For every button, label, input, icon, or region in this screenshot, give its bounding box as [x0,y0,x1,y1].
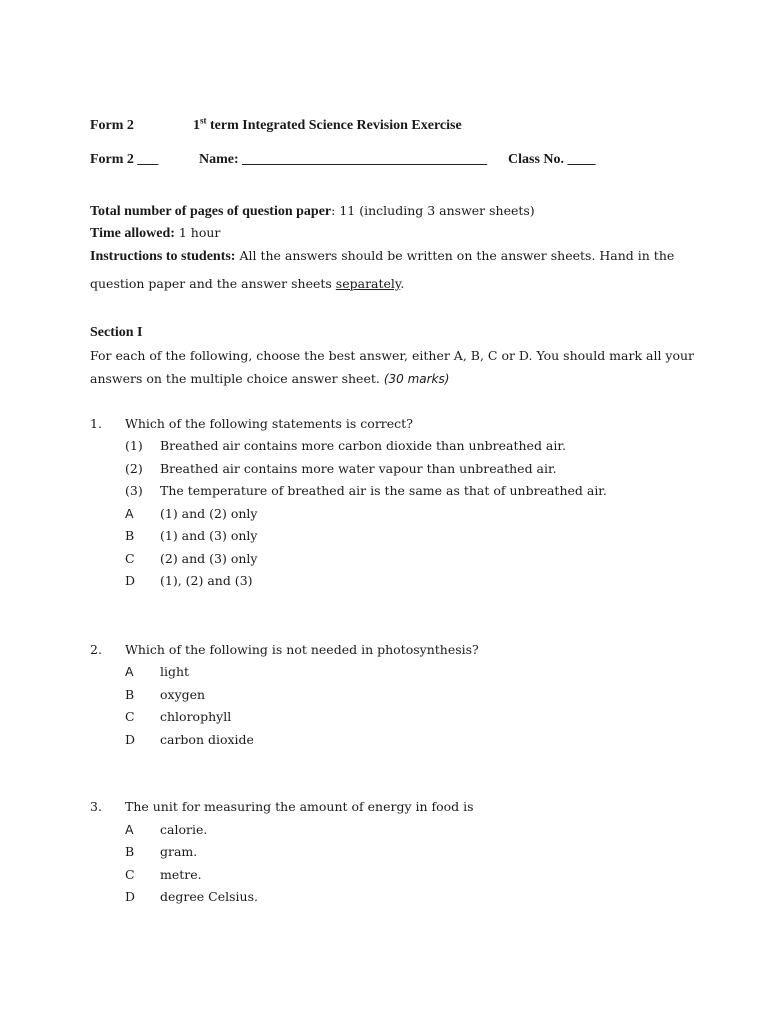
question-text: Which of the following statements is correct? [125,416,413,431]
statement-text: The temperature of breathed air is the same as that of unbreathed air. [160,483,607,498]
option-label: A [125,506,134,521]
option-label: D [125,889,136,904]
option-label: B [125,844,135,859]
instructions-line-1 [90,248,674,265]
section-intro-text: answers on the multiple choice answer sheet. [90,371,384,386]
option-text: chlorophyll [160,709,232,724]
time-info [90,225,220,242]
section-intro-1: For each of the following, choose the best answer, either A, B, C or D. You should mark all your [90,348,695,363]
statement-text: Breathed air contains more carbon dioxide than unbreathed air. [160,438,566,453]
question-text: The unit for measuring the amount of energy in food is [125,799,474,814]
option-label: A [125,822,134,837]
statement-label: (1) [125,438,143,453]
option-text: (1) and (2) only [160,506,258,521]
option-text: carbon dioxide [160,732,254,747]
instructions-label: Instructions to students: [90,249,236,264]
option-label: C [125,867,135,882]
pages-value: : 11 (including 3 answer sheets) [331,203,535,218]
statement-label: (2) [125,461,143,476]
instructions-text-1: All the answers should be written on the answer sheets. Hand in the [235,248,675,263]
option-text: gram. [160,844,198,859]
option-label: B [125,528,135,543]
instructions-text-2: question paper and the answer sheets [90,276,336,291]
option-label: D [125,573,136,588]
option-label: D [125,732,136,747]
term-superscript: st [200,115,207,126]
time-label: Time allowed: [90,226,175,241]
statement-text: Breathed air contains more water vapour than unbreathed air. [160,461,557,476]
option-text: (1), (2) and (3) [160,573,253,588]
time-value: 1 hour [174,225,221,240]
question-number: 1. [90,416,102,431]
option-text: (2) and (3) only [160,551,258,566]
option-label: C [125,551,135,566]
option-label: C [125,709,135,724]
class-number-field: Class No. ____ [508,152,596,167]
option-text: degree Celsius. [160,889,258,904]
option-text: oxygen [160,687,206,702]
option-label: A [125,664,134,679]
option-text: light [160,664,190,679]
instructions-end: . [400,276,405,291]
question-number: 3. [90,799,102,814]
option-text: calorie. [160,822,208,837]
option-label: B [125,687,135,702]
student-name-field: Name: ___________________________________ [199,152,488,167]
pages-label: Total number of pages of question paper [90,204,332,219]
section-marks: (30 marks) [383,372,450,386]
question-text: Which of the following is not needed in photosynthesis? [125,642,479,657]
term-number: 1 [193,118,200,133]
instructions-line-2 [90,276,404,291]
title-text: term Integrated Science Revision Exercise [210,118,462,133]
statement-label: (3) [125,483,143,498]
form-label: Form 2 [90,118,134,133]
question-number: 2. [90,642,102,657]
pages-info [90,203,535,220]
option-text: metre. [160,867,202,882]
option-text: (1) and (3) only [160,528,258,543]
instructions-underlined: separately [335,276,401,291]
paper-title [193,115,462,134]
section-title: Section I [90,325,143,340]
section-intro-2 [90,371,449,386]
form-class-field: Form 2 ___ [90,152,159,167]
